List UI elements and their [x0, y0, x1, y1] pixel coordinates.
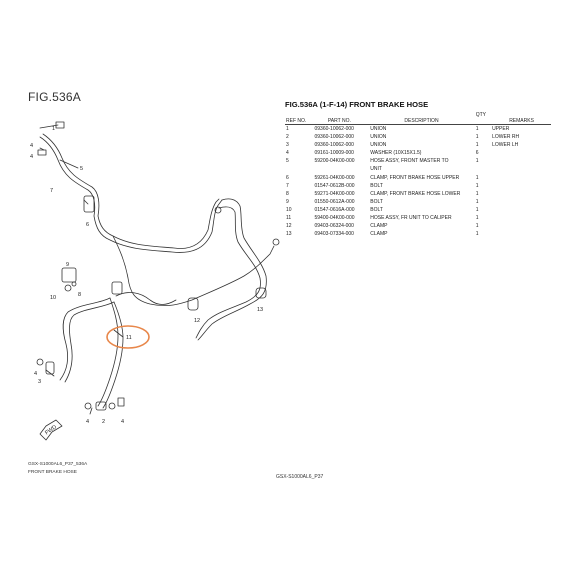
cell-remarks — [492, 182, 551, 190]
table-row — [285, 182, 551, 190]
qty-header: QTY — [475, 112, 486, 118]
cell-qty: 1 — [475, 215, 479, 222]
cell-ref: 12 — [286, 223, 292, 230]
cell-desc: CLAMP, FRONT BRAKE HOSE UPPER — [370, 174, 460, 181]
callout-labels — [30, 126, 263, 425]
callout: 7 — [50, 188, 54, 194]
cell-qty: 1 — [475, 142, 479, 149]
cell-desc: BOLT — [370, 198, 383, 205]
cell-qty: 1 — [475, 182, 479, 189]
cell-remarks — [492, 157, 551, 165]
cell-part — [311, 165, 367, 173]
callout: 13 — [257, 307, 264, 313]
cell-desc: CLAMP — [370, 231, 388, 238]
footer-left — [28, 461, 87, 476]
cell-remarks — [492, 149, 551, 157]
cell-part: 09360-10062-000 — [314, 142, 354, 149]
cell-ref: 9 — [286, 198, 289, 205]
cell-qty: 1 — [475, 174, 479, 181]
cell-desc: CLAMP, FRONT BRAKE HOSE LOWER — [370, 190, 461, 197]
cell-qty: 1 — [475, 231, 479, 238]
cell-desc: HOSE ASSY, FRONT MASTER TO — [370, 158, 449, 165]
cell-desc: WASHER (10X15X1.5) — [370, 150, 422, 157]
cell-desc: UNIT — [370, 166, 382, 173]
clamp-lower-bracket — [62, 268, 76, 282]
cell-ref: 8 — [286, 190, 289, 197]
table-row — [285, 125, 551, 134]
callout: 2 — [102, 419, 106, 425]
cell-qty — [476, 165, 492, 173]
cell-qty: 1 — [475, 206, 479, 213]
cell-part: 09403-06324-000 — [314, 223, 354, 230]
cell-part: 59200-04K00-000 — [314, 158, 355, 165]
union-lower-lh — [46, 362, 54, 374]
table-row — [285, 157, 551, 165]
callout: 4 — [121, 419, 125, 425]
cell-remarks: UPPER — [492, 126, 510, 132]
cell-ref: 2 — [286, 134, 289, 141]
cell-desc: BOLT — [370, 206, 383, 213]
parts-list-title: FIG.536A (1-F-14) FRONT BRAKE HOSE — [285, 100, 429, 109]
hose-unit-to-caliper — [60, 293, 176, 408]
cell-qty: 6 — [475, 150, 479, 157]
cell-part: 01547-0612B-000 — [314, 182, 355, 189]
callout: 10 — [50, 295, 57, 301]
clamp-upper — [84, 196, 94, 212]
col-ref: REF NO. — [285, 118, 311, 125]
col-remarks: REMARKS — [492, 118, 551, 125]
cell-ref: 3 — [286, 142, 289, 149]
table-row — [285, 190, 551, 198]
cell-ref: 11 — [286, 215, 292, 222]
table-row — [285, 198, 551, 206]
cell-part: 01547-0616A-000 — [314, 206, 355, 213]
col-part: PART NO. — [311, 118, 367, 125]
callout: 4 — [34, 371, 38, 377]
callout: 1 — [52, 126, 56, 132]
cell-remarks — [492, 198, 551, 206]
cell-qty: 1 — [475, 198, 479, 205]
table-row — [285, 230, 551, 238]
cell-desc: CLAMP — [370, 223, 388, 230]
cell-remarks — [492, 214, 551, 222]
cell-qty: 1 — [475, 190, 479, 197]
footer-model: GSX-S1000AL6_P37_536A — [28, 462, 88, 467]
table-row — [285, 165, 551, 173]
cell-ref: 10 — [286, 206, 292, 213]
cell-part: 59271-04K00-000 — [314, 190, 355, 197]
cell-desc: UNION — [370, 134, 387, 141]
parts-table — [285, 112, 551, 238]
cell-qty: 1 — [475, 223, 479, 230]
figure-label: FIG.536A — [28, 90, 81, 104]
cell-ref: 6 — [286, 174, 289, 181]
cell-qty: 1 — [475, 134, 479, 141]
cell-remarks — [492, 174, 551, 182]
cell-ref: 4 — [286, 150, 289, 157]
hose-master-to-unit — [40, 134, 274, 340]
cell-part: 01550-0612A-000 — [314, 198, 355, 205]
cell-ref — [285, 165, 311, 173]
cell-part: 59261-04K00-000 — [314, 174, 355, 181]
callout: 12 — [194, 318, 201, 324]
cell-desc: UNION — [370, 126, 387, 132]
table-row — [285, 149, 551, 157]
table-row — [285, 174, 551, 182]
footer-right: GSX-S1000AL6_P37 — [276, 474, 324, 480]
cell-remarks — [492, 165, 551, 173]
cell-ref: 1 — [286, 126, 289, 132]
callout: 9 — [66, 262, 70, 268]
cell-qty: 1 — [475, 158, 479, 165]
col-desc: DESCRIPTION — [367, 118, 475, 125]
cell-remarks — [492, 230, 551, 238]
callout: 11 — [126, 335, 132, 341]
cell-part: 09403-07334-000 — [314, 231, 354, 238]
callout: 8 — [78, 292, 82, 298]
cell-remarks — [492, 206, 551, 214]
cell-ref: 13 — [286, 231, 292, 238]
cell-ref: 7 — [286, 182, 289, 189]
cell-desc: UNION — [370, 142, 387, 149]
table-row — [285, 222, 551, 230]
callout: 3 — [38, 379, 42, 385]
table-row — [285, 206, 551, 214]
cell-part: 59400-04K00-000 — [314, 215, 355, 222]
footer-section: FRONT BRAKE HOSE — [28, 469, 77, 475]
cell-desc: HOSE ASSY, FR UNIT TO CALIPER — [370, 215, 452, 222]
cell-ref: 5 — [286, 158, 289, 165]
table-row — [285, 214, 551, 222]
cell-part: 09161-10009-000 — [314, 150, 354, 157]
callout: 5 — [80, 166, 84, 172]
callout: 4 — [30, 154, 34, 160]
cell-remarks: LOWER RH — [492, 134, 520, 141]
callout: 4 — [30, 143, 34, 149]
cell-desc: BOLT — [370, 182, 383, 189]
cell-remarks — [492, 190, 551, 198]
table-row — [285, 133, 551, 141]
cell-remarks — [492, 222, 551, 230]
callout: 4 — [86, 419, 90, 425]
cell-part: 09360-10062-000 — [314, 134, 354, 141]
cell-part: 09360-10062-000 — [314, 126, 354, 132]
cell-qty: 1 — [475, 126, 479, 132]
table-row — [285, 141, 551, 149]
cell-remarks: LOWER LH — [492, 142, 519, 149]
fwd-label: FWD — [44, 424, 58, 437]
callout: 6 — [86, 222, 90, 228]
